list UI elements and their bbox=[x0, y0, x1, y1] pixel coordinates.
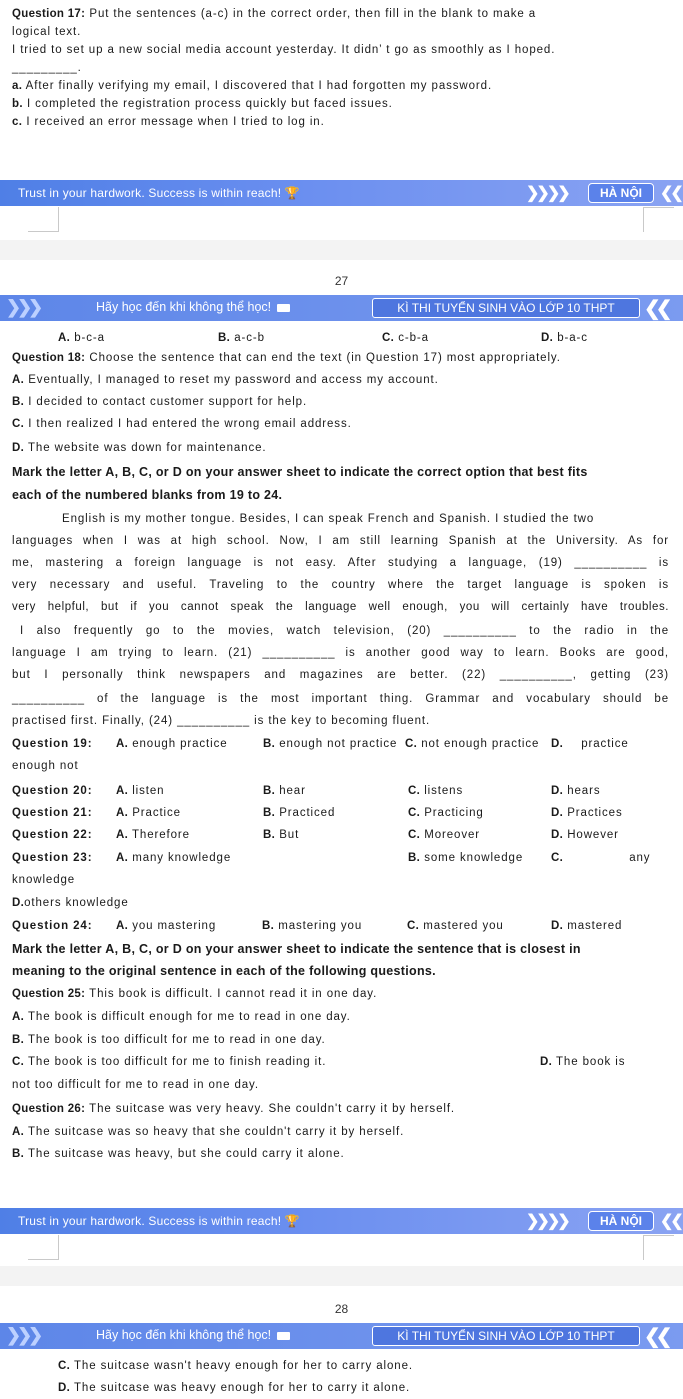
q17-text: I tried to set up a new social media account yesterday. It didn’ t go as smoothly as I hoped. bbox=[12, 44, 556, 56]
page-number: 27 bbox=[334, 274, 349, 288]
page-number: 28 bbox=[334, 1302, 349, 1316]
passage-line: very helpful, but if you cannot speak the language well enough, you will certainly have troubles. bbox=[12, 601, 669, 613]
passage-line: but I personally think newspapers and magazines are better. (22) __________, getting (23) bbox=[12, 669, 669, 681]
exam-title: KÌ THI TUYỂN SINH VÀO LỚP 10 THPT bbox=[372, 298, 640, 318]
q17-option-a: A. b-c-a bbox=[58, 332, 105, 344]
q19-option-c: C. not enough practice bbox=[405, 738, 540, 750]
exam-header bbox=[0, 1323, 683, 1349]
chevron-right-icon: ❯❯❯❯ bbox=[526, 185, 568, 202]
q18-prompt: Question 18: Choose the sentence that can end the text (in Question 17) most appropriately. bbox=[12, 352, 561, 364]
q26-prompt: Question 26: The suitcase was very heavy. She couldn't carry it by herself. bbox=[12, 1103, 456, 1115]
q24-option-b: B. mastering you bbox=[262, 920, 363, 932]
q20-option-c: C. listens bbox=[408, 785, 464, 797]
passage-line: __________ of the language is the most important thing. Grammar and vocabulary should be bbox=[12, 693, 669, 705]
q17-blank: _________. bbox=[12, 62, 82, 74]
passage-line: me, mastering a foreign language is not easy. After studying a language, (19) __________ is bbox=[12, 557, 669, 569]
q25-option-b: B. The book is too difficult for me to read in one day. bbox=[12, 1034, 326, 1046]
q20-option-b: B. hear bbox=[263, 785, 306, 797]
book-icon bbox=[277, 304, 290, 312]
q26-option-a: A. The suitcase was so heavy that she couldn't carry it by herself. bbox=[12, 1126, 405, 1138]
q17-title: Question 17: bbox=[12, 8, 86, 20]
q18-option-a: A. Eventually, I managed to reset my password and access my account. bbox=[12, 374, 439, 386]
q23-option-c: C. any bbox=[551, 852, 651, 864]
q25-option-c: C. The book is too difficult for me to finish reading it. bbox=[12, 1056, 327, 1068]
q22-option-a: A. Therefore bbox=[116, 829, 190, 841]
q23-title: Question 23: bbox=[12, 852, 93, 864]
q20-option-d: D. hears bbox=[551, 785, 601, 797]
q24-title: Question 24: bbox=[12, 920, 93, 932]
q22-option-b: B. But bbox=[263, 829, 300, 841]
section-instruction: Mark the letter A, B, C, or D on your answer sheet to indicate the sentence that is closest in bbox=[12, 942, 581, 956]
q25-prompt: Question 25: This book is difficult. I cannot read it in one day. bbox=[12, 988, 378, 1000]
section-instruction: Mark the letter A, B, C, or D on your answer sheet to indicate the correct option that best fits bbox=[12, 465, 588, 479]
trophy-icon: 🏆 bbox=[284, 186, 300, 200]
q24-option-c: C. mastered you bbox=[407, 920, 504, 932]
passage-line: practised first. Finally, (24) __________ is the key to becoming fluent. bbox=[12, 715, 431, 727]
trophy-icon: 🏆 bbox=[284, 1214, 300, 1228]
q22-title: Question 22: bbox=[12, 829, 93, 841]
q17-item-b: b. I completed the registration process quickly but faced issues. bbox=[12, 98, 393, 110]
location-badge: HÀ NỘI bbox=[588, 1211, 654, 1231]
q19-option-d-cont: enough not bbox=[12, 760, 79, 772]
q17-item-c: c. I received an error message when I tried to log in. bbox=[12, 116, 325, 128]
exam-title: KÌ THI TUYỂN SINH VÀO LỚP 10 THPT bbox=[372, 1326, 640, 1346]
q17-instruction-cont: logical text. bbox=[12, 26, 82, 38]
page-corner-mark bbox=[28, 207, 59, 232]
book-icon bbox=[277, 1332, 290, 1340]
chevron-right-icon: ❯❯❯❯ bbox=[526, 1213, 568, 1230]
q21-title: Question 21: bbox=[12, 807, 93, 819]
q19-title: Question 19: bbox=[12, 738, 93, 750]
q24-option-a: A. you mastering bbox=[116, 920, 217, 932]
q23-option-a: A. many knowledge bbox=[116, 852, 232, 864]
q18-option-d: D. The website was down for maintenance. bbox=[12, 442, 267, 454]
section-instruction-cont: each of the numbered blanks from 19 to 24. bbox=[12, 488, 283, 502]
q22-option-c: C. Moreover bbox=[408, 829, 480, 841]
q25-option-d: D. The book is bbox=[540, 1056, 626, 1068]
passage-line: very necessary and useful. Traveling to the country where the target language is spoken is bbox=[12, 579, 669, 591]
motivation-banner bbox=[0, 180, 683, 206]
page-corner-mark bbox=[28, 1235, 59, 1260]
page-gap bbox=[0, 240, 683, 260]
q17-instruction: Question 17: Put the sentences (a-c) in the correct order, then fill in the blank to make a bbox=[12, 8, 537, 20]
section-instruction-cont: meaning to the original sentence in each of the following questions. bbox=[12, 964, 436, 978]
q25-option-d-cont: not too difficult for me to read in one day. bbox=[12, 1079, 259, 1091]
q17-item-a: a. After finally verifying my email, I discovered that I had forgotten my password. bbox=[12, 80, 493, 92]
q24-option-d: D. mastered bbox=[551, 920, 623, 932]
q19-option-b: B. enough not practice bbox=[263, 738, 398, 750]
q20-option-a: A. listen bbox=[116, 785, 165, 797]
header-slogan: Hãy học đến khi không thể học! bbox=[96, 1328, 290, 1342]
banner-text: Trust in your hardwork. Success is within reach! 🏆 bbox=[18, 1214, 300, 1228]
passage-line: language I am trying to learn. (21) __________ is another good way to learn. Books are good, bbox=[12, 647, 669, 659]
page-corner-mark bbox=[643, 207, 674, 232]
q21-option-b: B. Practiced bbox=[263, 807, 336, 819]
chevron-left-icon: ❮❮ bbox=[644, 1326, 668, 1348]
q23-option-c-cont: knowledge bbox=[12, 874, 76, 886]
chevron-right-icon: ❯❯❯ bbox=[6, 1325, 40, 1345]
q26-option-d: D. The suitcase was heavy enough for her to carry it alone. bbox=[58, 1382, 411, 1394]
q21-option-a: A. Practice bbox=[116, 807, 181, 819]
q18-option-c: C. I then realized I had entered the wrong email address. bbox=[12, 418, 352, 430]
q18-option-b: B. I decided to contact customer support for help. bbox=[12, 396, 308, 408]
passage-line: I also frequently go to the movies, watch television, (20) __________ to the radio in the bbox=[20, 625, 669, 637]
q26-option-b: B. The suitcase was heavy, but she could carry it alone. bbox=[12, 1148, 345, 1160]
page-corner-mark bbox=[643, 1235, 674, 1260]
q19-option-a: A. enough practice bbox=[116, 738, 228, 750]
q17-option-b: B. a-c-b bbox=[218, 332, 265, 344]
exam-header bbox=[0, 295, 683, 321]
banner-text: Trust in your hardwork. Success is within reach! 🏆 bbox=[18, 186, 300, 200]
q23-option-d: D.others knowledge bbox=[12, 897, 129, 909]
chevron-left-icon: ❮❮ bbox=[644, 298, 668, 320]
chevron-left-icon: ❮❮ bbox=[660, 185, 681, 202]
q22-option-d: D. However bbox=[551, 829, 619, 841]
q21-option-d: D. Practices bbox=[551, 807, 623, 819]
q17-option-d: D. b-a-c bbox=[541, 332, 588, 344]
q19-option-d: D. practice bbox=[551, 738, 629, 750]
passage-line: English is my mother tongue. Besides, I can speak French and Spanish. I studied the two bbox=[62, 513, 595, 525]
q20-title: Question 20: bbox=[12, 785, 93, 797]
q25-option-a: A. The book is difficult enough for me to read in one day. bbox=[12, 1011, 351, 1023]
q23-option-b: B. some knowledge bbox=[408, 852, 524, 864]
page-gap bbox=[0, 1266, 683, 1286]
q26-option-c: C. The suitcase wasn't heavy enough for her to carry alone. bbox=[58, 1360, 413, 1372]
passage-line: languages when I was at high school. Now, I am still learning Spanish at the University. As for bbox=[12, 535, 669, 547]
motivation-banner bbox=[0, 1208, 683, 1234]
chevron-right-icon: ❯❯❯ bbox=[6, 297, 40, 317]
q21-option-c: C. Practicing bbox=[408, 807, 484, 819]
q17-option-c: C. c-b-a bbox=[382, 332, 429, 344]
location-badge: HÀ NỘI bbox=[588, 183, 654, 203]
header-slogan: Hãy học đến khi không thể học! bbox=[96, 300, 290, 314]
chevron-left-icon: ❮❮ bbox=[660, 1213, 681, 1230]
